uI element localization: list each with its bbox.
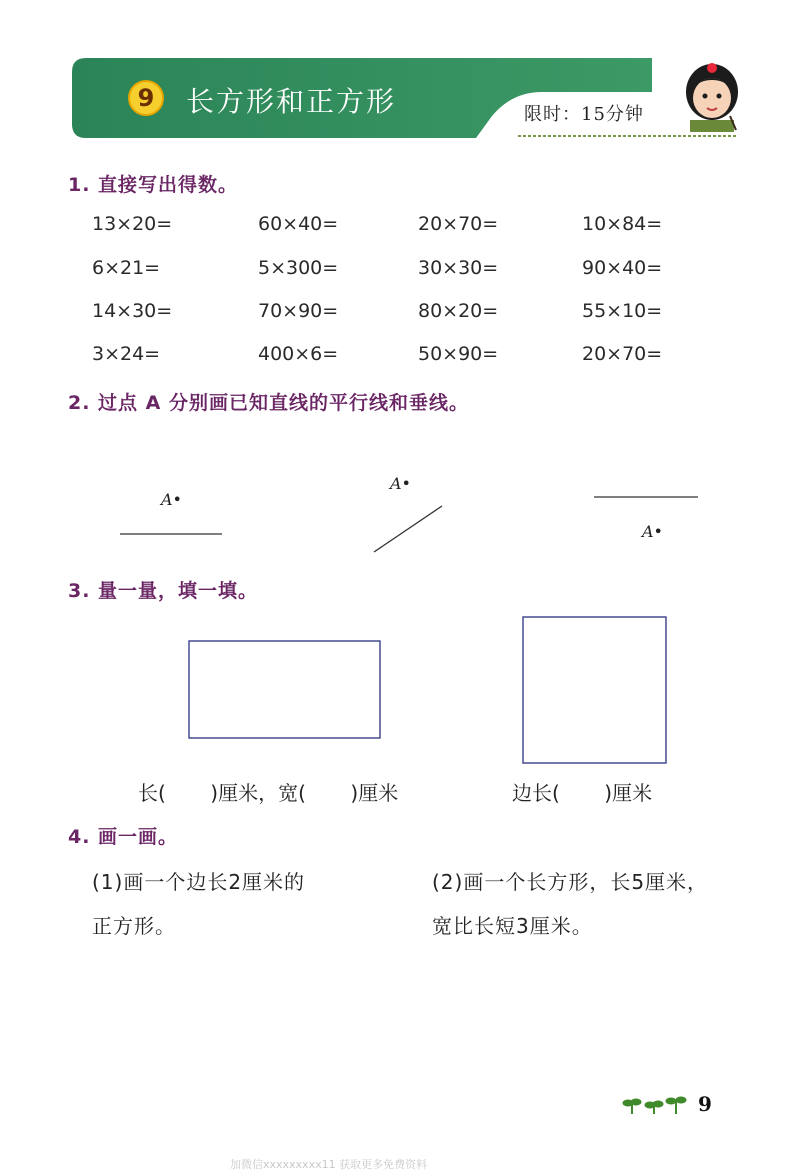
page-number: 9	[698, 1092, 712, 1116]
q1-item: 30×30=	[418, 257, 499, 279]
girl-mascot-icon	[676, 58, 748, 138]
q1-item: 20×70=	[418, 213, 499, 235]
rectangle-figure	[186, 638, 384, 742]
q1-item: 14×30=	[92, 300, 173, 322]
footer-watermark: 加微信xxxxxxxxx11 获取更多免费资料	[230, 1158, 428, 1171]
q1-item: 60×40=	[258, 213, 339, 235]
q1-item: 50×90=	[418, 343, 499, 365]
sprout-decoration-icon	[622, 1094, 688, 1118]
point-a-label: A•	[161, 490, 182, 509]
q1-item: 70×90=	[258, 300, 339, 322]
square-measure-label: 边长( )厘米	[512, 781, 653, 805]
rectangle-measure-label: 长( )厘米，宽( )厘米	[138, 781, 399, 805]
q1-item: 20×70=	[582, 343, 663, 365]
q1-item: 90×40=	[582, 257, 663, 279]
point-a-label: A•	[642, 522, 663, 541]
square-figure	[520, 614, 670, 766]
q1-item: 6×21=	[92, 257, 161, 279]
q4-part1-line2: 正方形。	[92, 914, 176, 938]
q1-item: 55×10=	[582, 300, 663, 322]
q4-part2-line2: 宽比长短3厘米。	[432, 914, 593, 938]
page-title: 长方形和正方形	[186, 85, 397, 118]
given-line-3	[592, 493, 700, 501]
point-a-label: A•	[390, 474, 411, 493]
given-line-2	[370, 502, 446, 556]
q1-heading: 1. 直接写出得数。	[68, 174, 239, 196]
header-banner	[72, 58, 652, 138]
q1-item: 3×24=	[92, 343, 161, 365]
q1-item: 80×20=	[418, 300, 499, 322]
q3-heading: 3. 量一量，填一填。	[68, 580, 259, 602]
q4-heading: 4. 画一画。	[68, 826, 179, 848]
lesson-number-badge: 9	[128, 80, 164, 116]
q1-item: 10×84=	[582, 213, 663, 235]
q1-item: 13×20=	[92, 213, 173, 235]
q4-part2-line1: (2)画一个长方形，长5厘米，	[432, 870, 709, 894]
q4-part1-line1: (1)画一个边长2厘米的	[92, 870, 306, 894]
grass-decoration-icon	[518, 128, 738, 140]
q1-item: 400×6=	[258, 343, 339, 365]
given-line-1	[118, 530, 224, 538]
q2-heading: 2. 过点 A 分别画已知直线的平行线和垂线。	[68, 392, 469, 414]
q1-item: 5×300=	[258, 257, 339, 279]
time-limit: 限时：15分钟	[524, 104, 644, 125]
